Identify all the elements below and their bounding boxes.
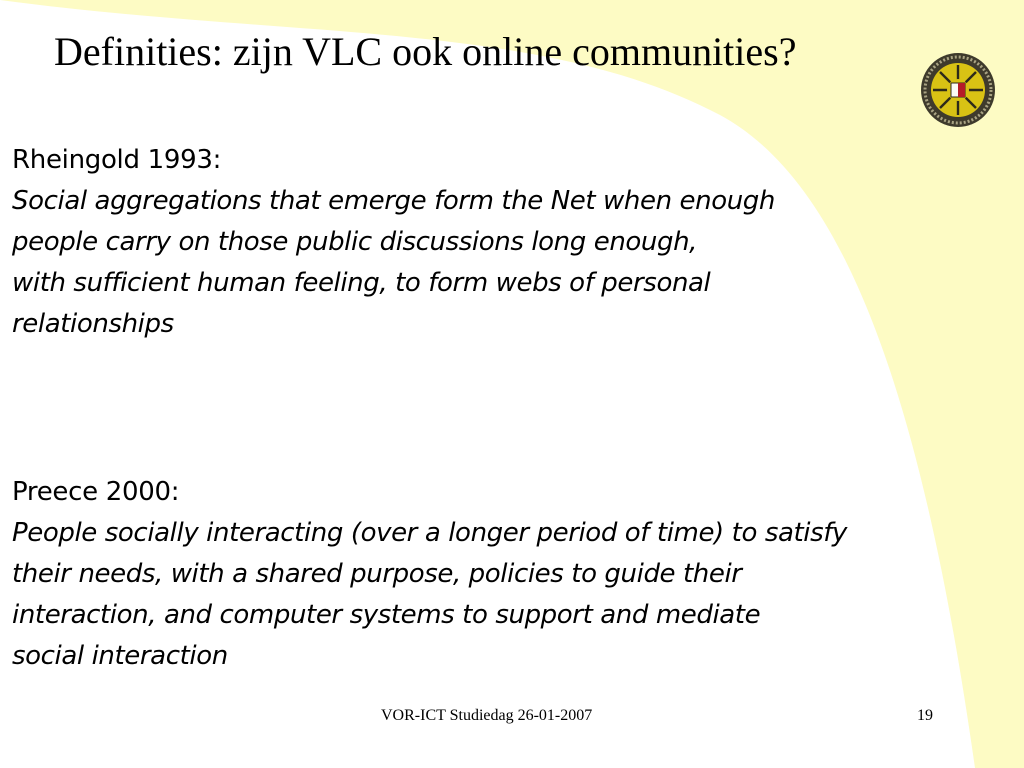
page-number: 19 — [917, 707, 933, 724]
university-seal-icon — [920, 52, 996, 128]
definition-preece — [12, 472, 1017, 677]
quote-line: their needs, with a shared purpose, policies to guide their — [12, 559, 742, 589]
quote-line: social interaction — [12, 641, 228, 671]
quote-line: interaction, and computer systems to support and mediate — [12, 600, 761, 630]
quote-line: People socially interacting (over a longer period of time) to satisfy — [12, 518, 848, 548]
definition-quote — [12, 513, 1017, 677]
quote-line: relationships — [12, 309, 174, 339]
quote-line: people carry on those public discussions long enough, — [12, 227, 698, 257]
quote-line: Social aggregations that emerge form the Net when enough — [12, 186, 775, 216]
slide-title: Definities: zijn VLC ook online communities? — [54, 29, 797, 74]
slide-footer: VOR-ICT Studiedag 26-01-2007 — [381, 707, 593, 724]
definition-heading: Rheingold 1993: — [12, 145, 222, 175]
definition-quote — [12, 181, 1017, 345]
quote-line: with sufficient human feeling, to form webs of personal — [12, 268, 711, 298]
definition-heading: Preece 2000: — [12, 477, 180, 507]
definition-rheingold — [12, 140, 1017, 345]
